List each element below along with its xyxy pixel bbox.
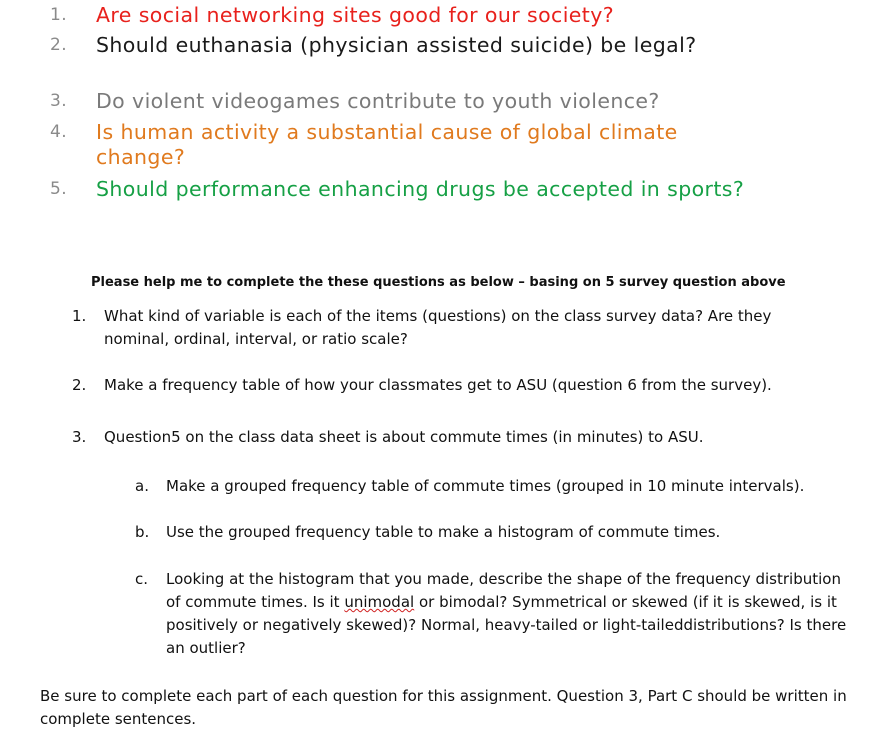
survey-question-text: Is human activity a substantial cause of global climate change? xyxy=(96,120,678,169)
subitem-letter: c. xyxy=(135,570,149,588)
survey-question-text: Are social networking sites good for our society? xyxy=(96,3,615,27)
survey-question-number: 4. xyxy=(50,122,68,142)
item-text: Make a frequency table of how your classmates get to ASU (question 6 from the survey). xyxy=(104,376,772,394)
subitem-text-before: Looking at the histogram that you made, describe the shape of the frequency distribution of commute times. Is it xyxy=(166,570,841,611)
item-number: 1. xyxy=(72,307,87,325)
item-text: What kind of variable is each of the items (questions) on the class survey data? Are they nominal, ordinal, interval, or ratio scale? xyxy=(104,307,772,348)
subitem-text: Use the grouped frequency table to make a histogram of commute times. xyxy=(166,523,721,541)
item-number: 3. xyxy=(72,428,87,446)
subitem-text-after: or bimodal? Symmetrical or skewed (if it is skewed, is it positively or negatively skewed)? Normal, heavy-tailed or light-taileddistributions? Is there an outlier? xyxy=(166,593,847,657)
subitem-text: Make a grouped frequency table of commute times (grouped in 10 minute intervals). xyxy=(166,477,805,495)
subitem-letter: b. xyxy=(135,523,150,541)
survey-question-text: Do violent videogames contribute to youth violence? xyxy=(96,89,660,113)
survey-question-text: Should euthanasia (physician assisted suicide) be legal? xyxy=(96,33,697,57)
survey-question-text: Should performance enhancing drugs be accepted in sports? xyxy=(96,177,745,201)
survey-question-number: 5. xyxy=(50,179,68,199)
assignment-intro: Please help me to complete the these questions as below – basing on 5 survey question above xyxy=(91,275,786,290)
spellcheck-flagged-word[interactable]: unimodal xyxy=(344,593,415,611)
subitem-letter: a. xyxy=(135,477,149,495)
item-text: Question5 on the class data sheet is about commute times (in minutes) to ASU. xyxy=(104,428,704,446)
assignment-footer: Be sure to complete each part of each question for this assignment. Question 3, Part C should be written in complete sentences. xyxy=(40,687,847,728)
item-number: 2. xyxy=(72,376,87,394)
survey-question-number: 2. xyxy=(50,35,68,55)
survey-question-number: 1. xyxy=(50,5,68,25)
subitem-text xyxy=(166,568,856,660)
survey-question-number: 3. xyxy=(50,91,68,111)
